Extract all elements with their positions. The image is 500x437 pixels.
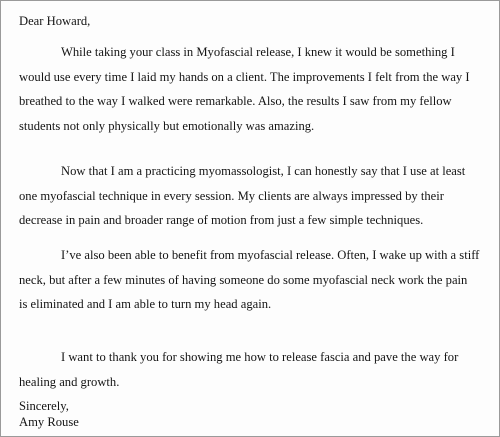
salutation: Dear Howard,: [19, 14, 91, 28]
signature-name: Amy Rouse: [19, 415, 79, 429]
paragraph-line: I’ve also been able to benefit from myofascial release. Often, I wake up with a stiff: [61, 248, 480, 262]
paragraph-line: Now that I am a practicing myomassologist, I can honestly say that I use at least: [61, 164, 466, 178]
paragraph-line: breathed to the way I walked were remarkable. Also, the results I saw from my fellow: [19, 94, 452, 108]
paragraph-line: neck, but after a few minutes of having someone do some myofascial neck work the pain: [19, 272, 468, 287]
closing-block: [19, 398, 79, 430]
paragraph-line: healing and growth.: [19, 374, 120, 389]
paragraph-line: While taking your class in Myofascial release, I knew it would be something I: [61, 45, 455, 59]
paragraph-personal-benefit: [19, 243, 489, 317]
paragraph-class-experience: [19, 40, 489, 138]
paragraph-line: students not only physically but emotionally was amazing.: [19, 118, 315, 133]
paragraph-thanks: [19, 345, 489, 394]
paragraph-practice: [19, 159, 489, 233]
paragraph-line: would use every time I laid my hands on a client. The improvements I felt from the way I: [19, 69, 470, 84]
paragraph-line: I want to thank you for showing me how to release fascia and pave the way for: [61, 350, 459, 364]
closing: Sincerely,: [19, 399, 69, 413]
paragraph-line: one myofascial technique in every session. My clients are always impressed by their: [19, 188, 444, 203]
paragraph-line: is eliminated and I am able to turn my head again.: [19, 297, 272, 311]
paragraph-line: decrease in pain and broader range of motion from just a few simple techniques.: [19, 213, 424, 227]
